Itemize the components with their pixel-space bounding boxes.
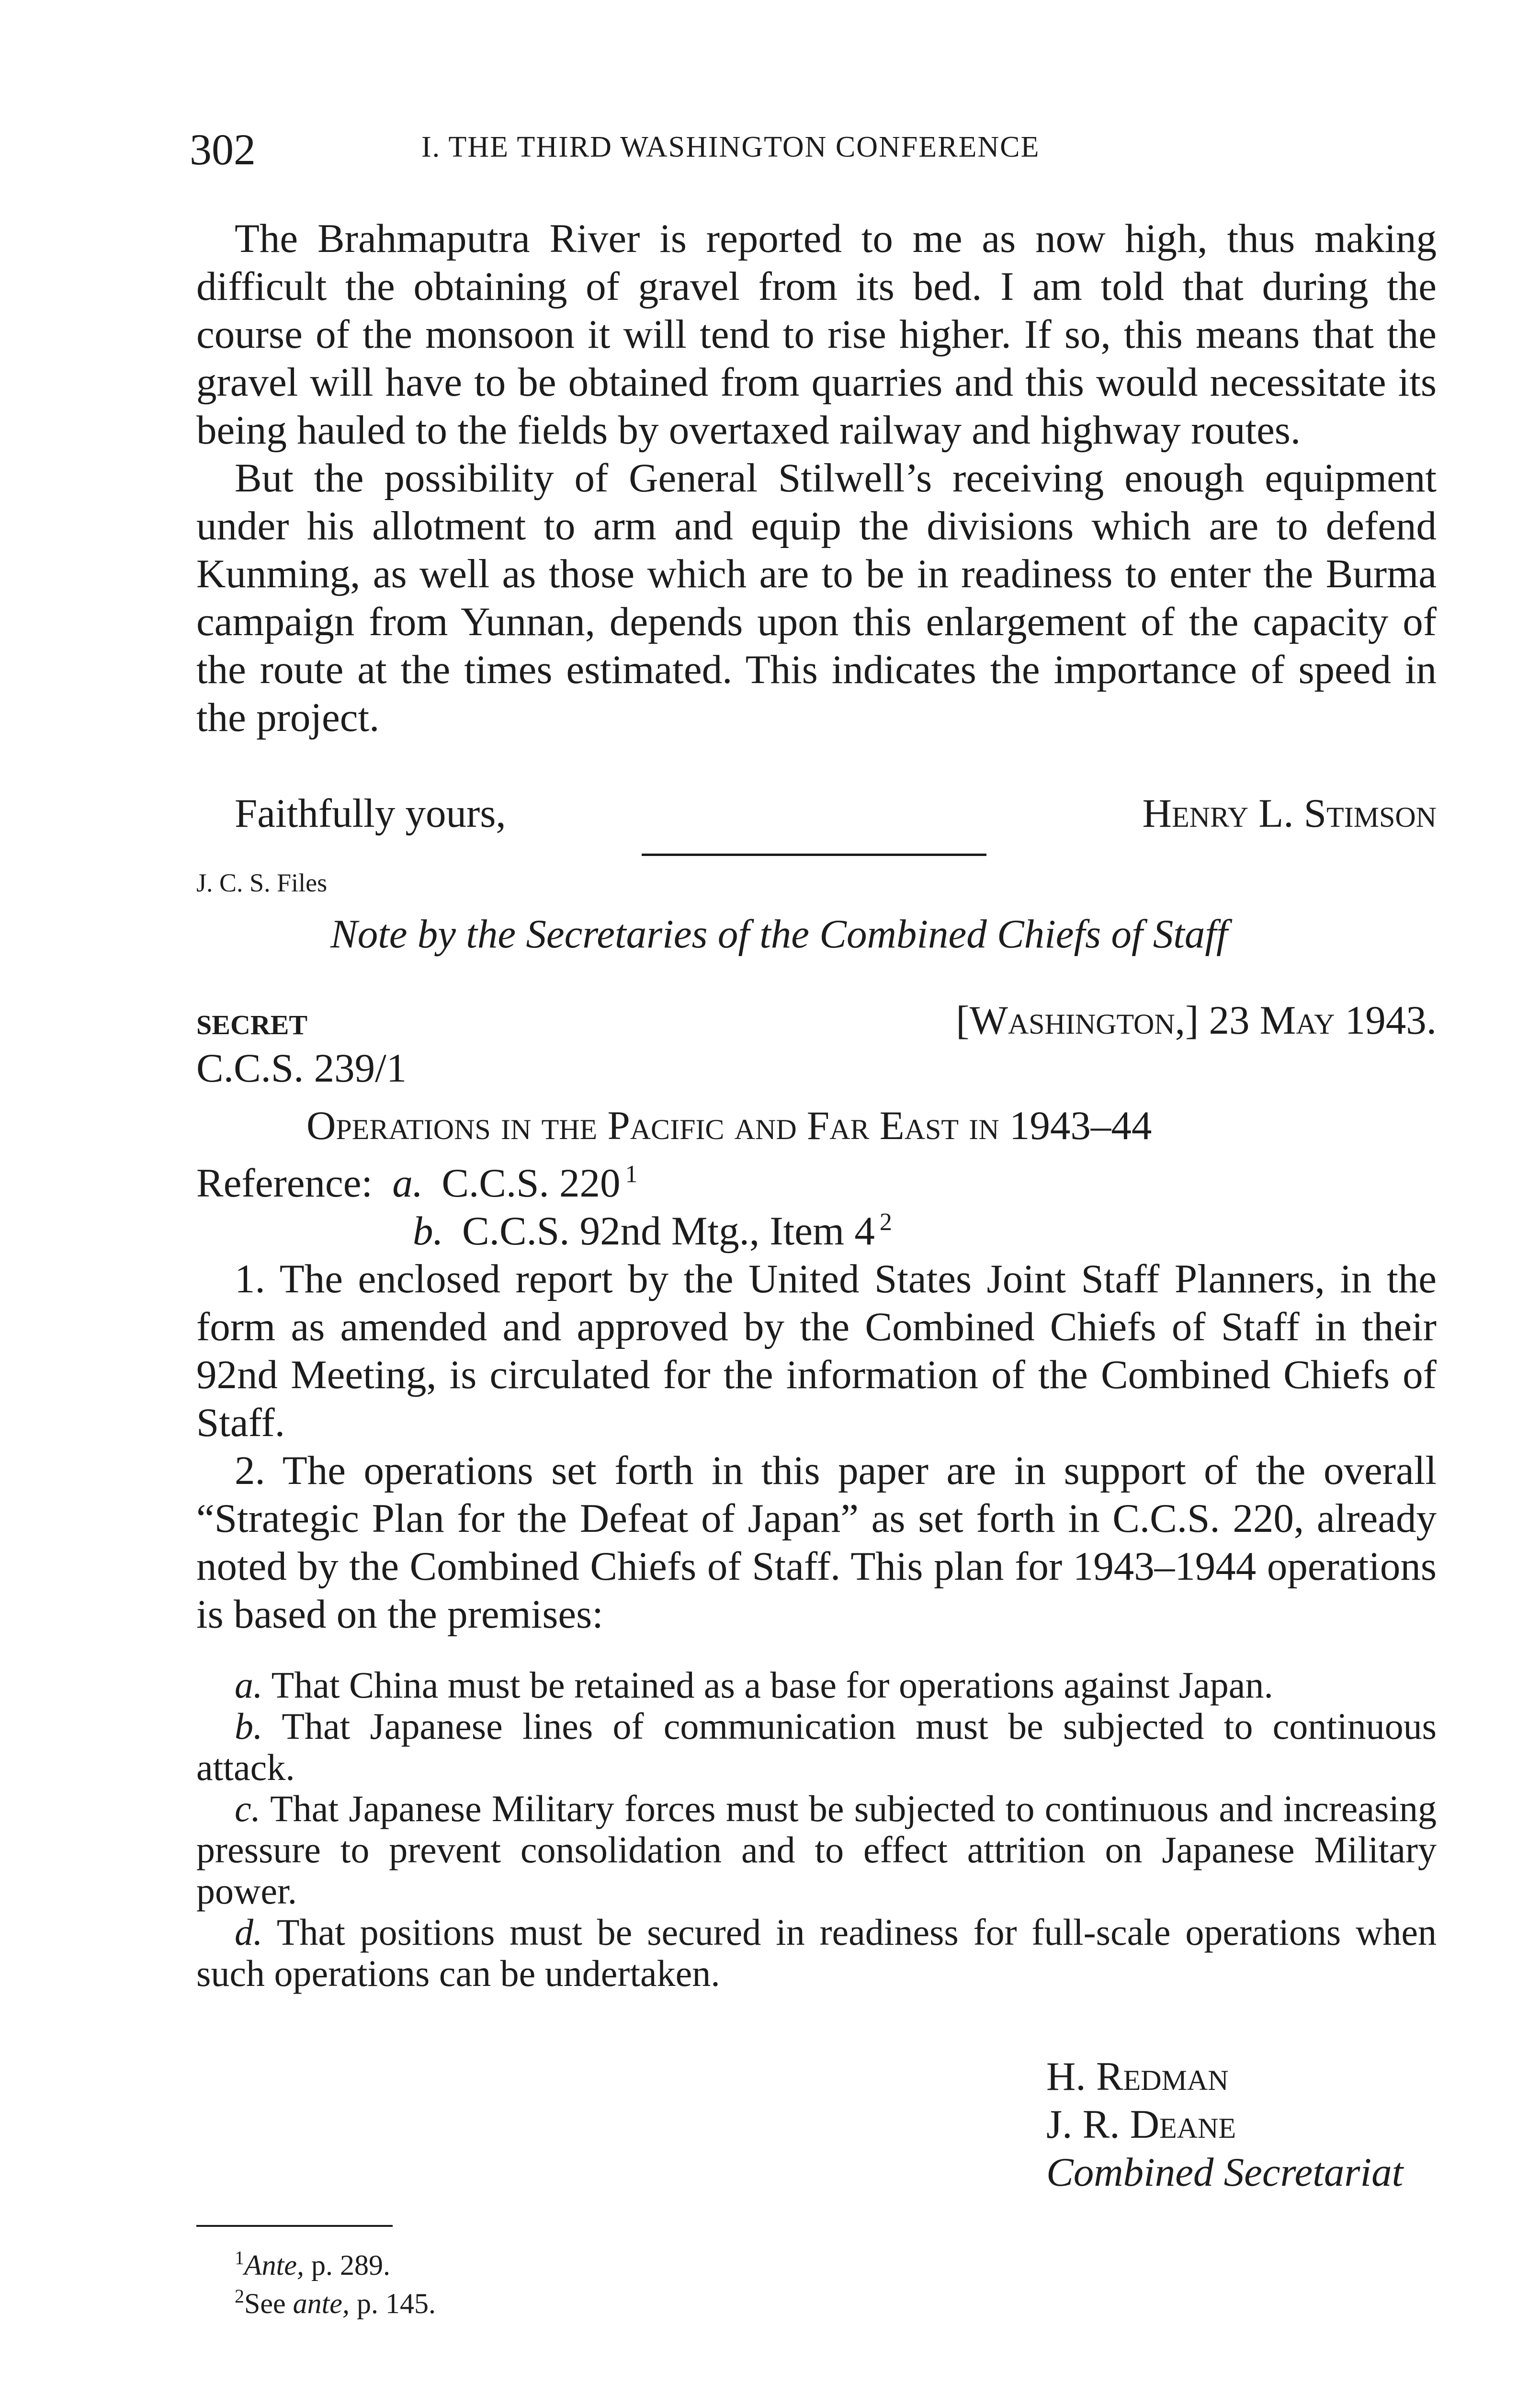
running-title: I. THE THIRD WASHINGTON CONFERENCE	[421, 131, 1040, 163]
letter-paragraph-2: But the possibility of General Stilwell’s receiving enough equipment under his allotment to arm and equip the divisions which are to defend Kunming, as well as those which are to be in readiness to enter the Burma campaign from Yunnan, depends upon this enlargement of the capacity of the route at the times estimated. This indicates the importance of speed in the project.	[196, 456, 1437, 740]
signatory-1: H. Redman	[1046, 2054, 1229, 2099]
footnote-1	[235, 2247, 390, 2284]
signatory-2: J. R. Deane	[1046, 2102, 1236, 2147]
premise-text: That Japanese lines of communication must be subjected to continuous attack.	[196, 1705, 1437, 1788]
reference-b	[413, 1207, 892, 1255]
premise-text: That China must be retained as a base for operations against Japan.	[271, 1664, 1273, 1706]
section-divider	[642, 854, 986, 856]
letter-closing: Faithfully yours,	[235, 791, 506, 836]
premise-item	[196, 1788, 1437, 1912]
footnote-rule	[196, 2225, 393, 2227]
footnote-1-text: p. 289.	[304, 2249, 390, 2281]
premise-letter: d.	[235, 1911, 263, 1953]
document-number: C.C.S. 239/1	[196, 1046, 407, 1091]
reference-b-text: C.C.S. 92nd Mtg., Item 4	[462, 1209, 875, 1254]
body-paragraph-2: 2. The operations set forth in this paper are in support of the overall “Strategic Plan for the Defeat of Japan” as set forth in C.C.S. 220, already noted by the Combined Chiefs of Staff. This plan for 1943–1944 operations is based on the premises:	[196, 1448, 1437, 1637]
premise-item	[196, 1706, 1437, 1788]
reference-a-letter: a.	[392, 1161, 423, 1206]
premise-item	[196, 1665, 1437, 1706]
place-date: [Washington,] 23 May 1943.	[956, 998, 1437, 1043]
source-line: J. C. S. Files	[196, 868, 328, 897]
reference-b-letter: b.	[413, 1209, 443, 1254]
page-number: 302	[190, 125, 256, 174]
subject-heading: Operations in the Pacific and Far East in 1943–44	[306, 1103, 1152, 1148]
reference-a-footnote-mark: 1	[625, 1161, 638, 1188]
note-title: Note by the Secretaries of the Combined Chiefs of Staff	[330, 912, 1228, 957]
body-paragraph-1: 1. The enclosed report by the United States Joint Staff Planners, in the form as amended and approved by the Combined Chiefs of Staff in their 92nd Meeting, is circulated for the information of the Combined Chiefs of Staff.	[196, 1256, 1437, 1445]
premises-list	[196, 1665, 1437, 1994]
letter-paragraph-1: The Brahmaputra River is reported to me as now high, thus making difficult the obtaining of gravel from its bed. I am told that during the course of the monsoon it will tend to rise higher. If so, this means that the gravel will have to be obtained from quarries and this would necessitate its being hauled to the fields by overtaxed railway and highway routes.	[196, 216, 1437, 453]
footnote-1-mark: 1	[235, 2247, 244, 2269]
letter-signature: Henry L. Stimson	[1142, 791, 1437, 836]
footnote-2-mark: 2	[235, 2285, 244, 2307]
classification: SECRET	[196, 1009, 308, 1040]
reference-block	[196, 1159, 1437, 1207]
note-body	[196, 1255, 1437, 1638]
premise-text: That Japanese Military forces must be subjected to continuous and increasing pressure to prevent consolidation and to effect attrition on Japanese Military power.	[196, 1788, 1437, 1912]
premise-letter: a.	[235, 1664, 263, 1706]
reference-a-text: C.C.S. 220	[442, 1161, 621, 1206]
footnote-2-prefix: See	[244, 2288, 293, 2319]
letter-body	[196, 215, 1437, 741]
footnote-2-italic: ante,	[293, 2288, 350, 2319]
footnote-1-italic: Ante,	[244, 2249, 304, 2281]
premise-letter: c.	[235, 1788, 261, 1829]
premise-text: That positions must be secured in readiness for full-scale operations when such operations can be undertaken.	[196, 1911, 1437, 1994]
footnote-2	[235, 2285, 436, 2322]
reference-b-footnote-mark: 2	[879, 1209, 892, 1236]
signatory-title: Combined Secretariat	[1046, 2150, 1404, 2195]
premise-letter: b.	[235, 1705, 263, 1747]
premise-item	[196, 1912, 1437, 1994]
footnote-2-text: p. 145.	[349, 2288, 436, 2319]
reference-label: Reference:	[196, 1161, 373, 1206]
